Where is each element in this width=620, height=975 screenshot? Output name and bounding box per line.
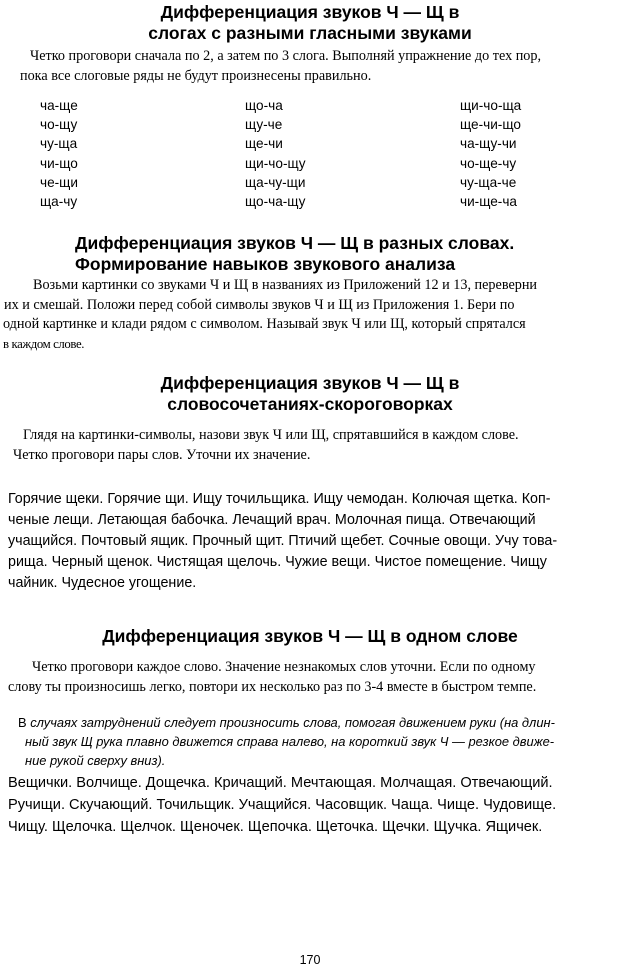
syllable-group: чу-ща xyxy=(40,136,78,152)
syllable-group: чи-що xyxy=(40,155,78,171)
syllable-group: ще-чи-що xyxy=(460,117,521,133)
section4-note-line3: ние рукой сверху вниз). xyxy=(25,753,166,768)
section3-phrases xyxy=(8,489,614,594)
section4-note-line1 xyxy=(18,713,614,732)
section3-paragraph-line2: Четко проговори пары слов. Уточни их значение. xyxy=(13,446,311,463)
page-number: 170 xyxy=(299,953,321,967)
section3-title-line2: словосочетаниях-скороговорках xyxy=(167,394,453,414)
section3-phrases-line3: учащийся. Почтовый ящик. Прочный щит. Птичий щебет. Сочные овощи. Учу това- xyxy=(8,533,558,549)
section1-instruction-line1: Четко проговори сначала по 2, а затем по 3 слога. Выполняй упражнение до тех пор, xyxy=(30,48,542,64)
section2-paragraph xyxy=(3,276,617,354)
section2-title-line1: Дифференциация звуков Ч — Щ в разных словах. xyxy=(75,233,515,253)
syllable-column-1 xyxy=(40,96,78,211)
section4-note-prefix: В xyxy=(18,715,31,730)
syllable-group: ще-чи xyxy=(245,136,283,152)
syllable-group: щи-чо-щу xyxy=(245,155,306,171)
section2-paragraph-line2: их и смешай. Положи перед собой символы звуков Ч и Щ из Приложения 1. Бери по xyxy=(4,296,515,313)
section1-instruction-line2: пока все слоговые ряды не будут произнесены правильно. xyxy=(20,67,372,84)
section1-instruction xyxy=(20,47,600,86)
section3-paragraph xyxy=(13,426,613,465)
syllable-group: чи-ще-ча xyxy=(460,194,517,210)
section3-phrases-line2: ченые лещи. Летающая бабочка. Лечащий врач. Молочная пища. Отвечающий xyxy=(8,512,536,528)
syllable-group: щу-че xyxy=(245,117,283,133)
syllable-group: чу-ща-че xyxy=(460,174,517,190)
syllable-group: що-ча-щу xyxy=(245,194,306,210)
section4-words-line2: Ручищи. Скучающий. Точильщик. Учащийся. Часовщик. Чаща. Чище. Чудовище. xyxy=(8,797,557,813)
syllable-column-3 xyxy=(460,96,521,211)
section3-phrases-line4: рища. Черный щенок. Чистящая щелочь. Чужие вещи. Чистое помещение. Чищу xyxy=(8,554,547,570)
syllable-group: ча-ще xyxy=(40,98,78,113)
syllable-group: чо-ще-чу xyxy=(460,155,517,171)
section4-paragraph-line1: Четко проговори каждое слово. Значение незнакомых слов уточни. Если по одному xyxy=(32,659,536,675)
section2-paragraph-line4: в каждом слове. xyxy=(3,336,85,351)
section3-title xyxy=(0,373,620,415)
syllable-group: ща-чу-щи xyxy=(245,174,306,190)
section3-title-line1: Дифференциация звуков Ч — Щ в xyxy=(160,373,460,393)
section4-title: Дифференциация звуков Ч — Щ в одном слове xyxy=(102,626,518,646)
section3-phrases-line1: Горячие щеки. Горячие щи. Ищу точильщика. Ищу чемодан. Колючая щетка. Коп- xyxy=(8,491,551,507)
section4-note-text1: случаях затруднений следует произносить слова, помогая движением руки (на длин- xyxy=(30,715,555,730)
section2-paragraph-line3: одной картинке и клади рядом с символом. Называй звук Ч или Щ, который спрятался xyxy=(3,316,526,332)
section1-title-line2: слогах с разными гласными звуками xyxy=(148,23,472,43)
syllable-group: щи-чо-ща xyxy=(460,98,522,113)
section4-paragraph xyxy=(8,658,614,697)
section4-paragraph-line2: слову ты произносишь легко, повтори их несколько раз по 3-4 вместе в быстром темпе. xyxy=(8,678,537,695)
syllable-group: ща-чу xyxy=(40,194,78,210)
section3-phrases-line5: чайник. Чудесное угощение. xyxy=(8,575,197,591)
section2-paragraph-line1: Возьми картинки со звуками Ч и Щ в названиях из Приложений 12 и 13, переверни xyxy=(33,277,538,293)
section1-title-line1: Дифференциация звуков Ч — Щ в xyxy=(160,2,460,22)
syllable-column-2 xyxy=(245,96,306,211)
section1-title xyxy=(0,2,620,44)
section4-words xyxy=(8,772,614,838)
syllable-group: що-ча xyxy=(245,98,283,113)
section4-words-line3: Чищу. Щелочка. Щелчок. Щеночек. Щепочка. Щеточка. Щечки. Щучка. Ящичек. xyxy=(8,819,543,835)
section2-title xyxy=(75,233,615,275)
section4-note-line2: ный звук Щ рука плавно движется справа налево, на короткий звук Ч — резкое движе- xyxy=(25,734,555,749)
section3-paragraph-line1: Глядя на картинки-символы, назови звук Ч или Щ, спрятавшийся в каждом слове. xyxy=(23,427,519,443)
section4-words-line1: Вещички. Волчище. Дощечка. Кричащий. Мечтающая. Молчащая. Отвечающий. xyxy=(8,775,553,791)
section2-title-line2: Формирование навыков звукового анализа xyxy=(75,254,456,274)
section4-note xyxy=(18,713,614,770)
syllable-group: ча-щу-чи xyxy=(460,136,517,152)
syllable-group: че-щи xyxy=(40,174,78,190)
syllable-group: чо-щу xyxy=(40,117,78,133)
